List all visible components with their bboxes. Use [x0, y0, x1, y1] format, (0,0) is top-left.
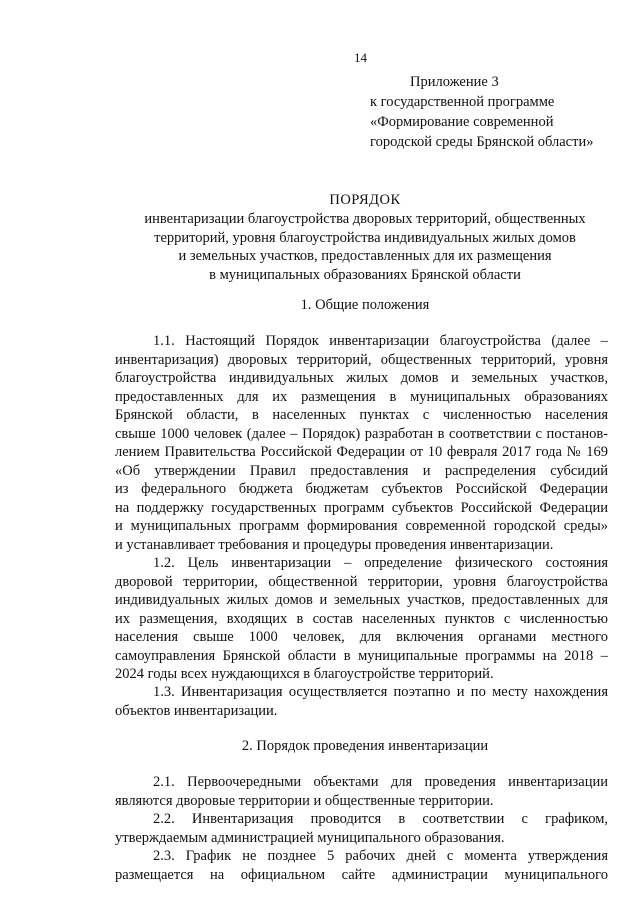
- text-line: 1.3. Инвентаризация осуществляется поэтапно и по месту нахождения: [153, 684, 608, 700]
- text-line: 2024 годы всех нуждающихся в благоустройстве территорий.: [115, 666, 494, 682]
- text-line: «Об утверждении Правил предоставления и распределения субсидий: [115, 462, 608, 479]
- text-line: являются дворовые территории и общественные территории.: [115, 792, 494, 809]
- text-line: дворовой территории, общественной территории, уровня благоустройства: [115, 573, 608, 590]
- text-line: свыше 1000 человек (далее – Порядок) разработан в соответствии с постанов-: [115, 425, 608, 442]
- section-heading-procedure: 2. Порядок проведения инвентаризации: [241, 738, 489, 754]
- text-line: на поддержку государственных программ субъектов Российской Федерации: [115, 499, 608, 516]
- text-line: объектов инвентаризации.: [115, 702, 278, 719]
- text-line: предоставленных для их размещения в муниципальных образованиях: [115, 388, 608, 405]
- paragraph-2-2: [115, 810, 608, 847]
- text-line: и муниципальных программ формирования современной городской среды»: [115, 518, 608, 534]
- text-line: населения свыше 1000 человек, для включения органами местного: [115, 629, 608, 645]
- paragraph-2-1: [115, 773, 608, 810]
- appendix-title: Приложение 3: [410, 74, 499, 90]
- document-subtitle: [100, 210, 630, 284]
- paragraph-1-3: [115, 683, 608, 720]
- text-line: размещается на официальном сайте администрации муниципального: [115, 866, 608, 883]
- subtitle-line: территорий, уровня благоустройства индивидуальных жилых домов: [154, 229, 576, 246]
- text-line: инвентаризация) дворовых территорий, общественных территорий, уровня: [115, 351, 608, 368]
- subtitle-line: и земельных участков, предоставленных для их размещения: [178, 248, 552, 264]
- paragraph-1-1: [115, 332, 608, 554]
- text-line: утверждаемым администрацией муниципального образования.: [115, 829, 505, 846]
- text-line: 2.2. Инвентаризация проводится в соответствии с графиком,: [153, 811, 608, 827]
- document-title: ПОРЯДОК: [329, 192, 401, 208]
- text-line: лением Правительства Российской Федерации от 10 февраля 2017 года № 169: [115, 444, 608, 460]
- paragraph-2-3: [115, 847, 608, 884]
- text-line: благоустройства индивидуальных жилых домов и земельных участков,: [115, 370, 608, 386]
- text-line: индивидуальных жилых домов и земельных участков, предоставленных для: [115, 592, 608, 608]
- text-line: 2.1. Первоочередными объектами для проведения инвентаризации: [153, 774, 608, 790]
- text-line: Брянской области, в населенных пунктах с численностью населения: [115, 407, 608, 423]
- text-line: 1.1. Настоящий Порядок инвентаризации благоустройства (далее –: [153, 333, 608, 349]
- text-line: из федерального бюджета бюджетам субъектов Российской Федерации: [115, 481, 608, 497]
- subtitle-line: инвентаризации благоустройства дворовых территорий, общественных: [144, 211, 586, 227]
- text-line: самоуправления Брянской области в муниципальные программы на 2018 –: [115, 647, 608, 664]
- section-heading-general: 1. Общие положения: [300, 297, 430, 313]
- text-line: 2.3. График не позднее 5 рабочих дней с момента утверждения: [153, 848, 608, 864]
- text-line: их размещения, входящих в состав населенных пунктов с численностью: [115, 610, 608, 627]
- subtitle-line: в муниципальных образованиях Брянской области: [209, 266, 521, 283]
- appendix-block: [370, 72, 620, 152]
- appendix-line: городской среды Брянской области»: [370, 134, 594, 150]
- page-number: 14: [354, 50, 367, 65]
- appendix-line: к государственной программе: [370, 94, 555, 110]
- text-line: 1.2. Цель инвентаризации – определение физического состояния: [153, 555, 608, 571]
- appendix-line: «Формирование современной: [370, 114, 554, 130]
- text-line: и устанавливает требования и процедуры проведения инвентаризации.: [115, 536, 554, 553]
- paragraph-1-2: [115, 554, 608, 684]
